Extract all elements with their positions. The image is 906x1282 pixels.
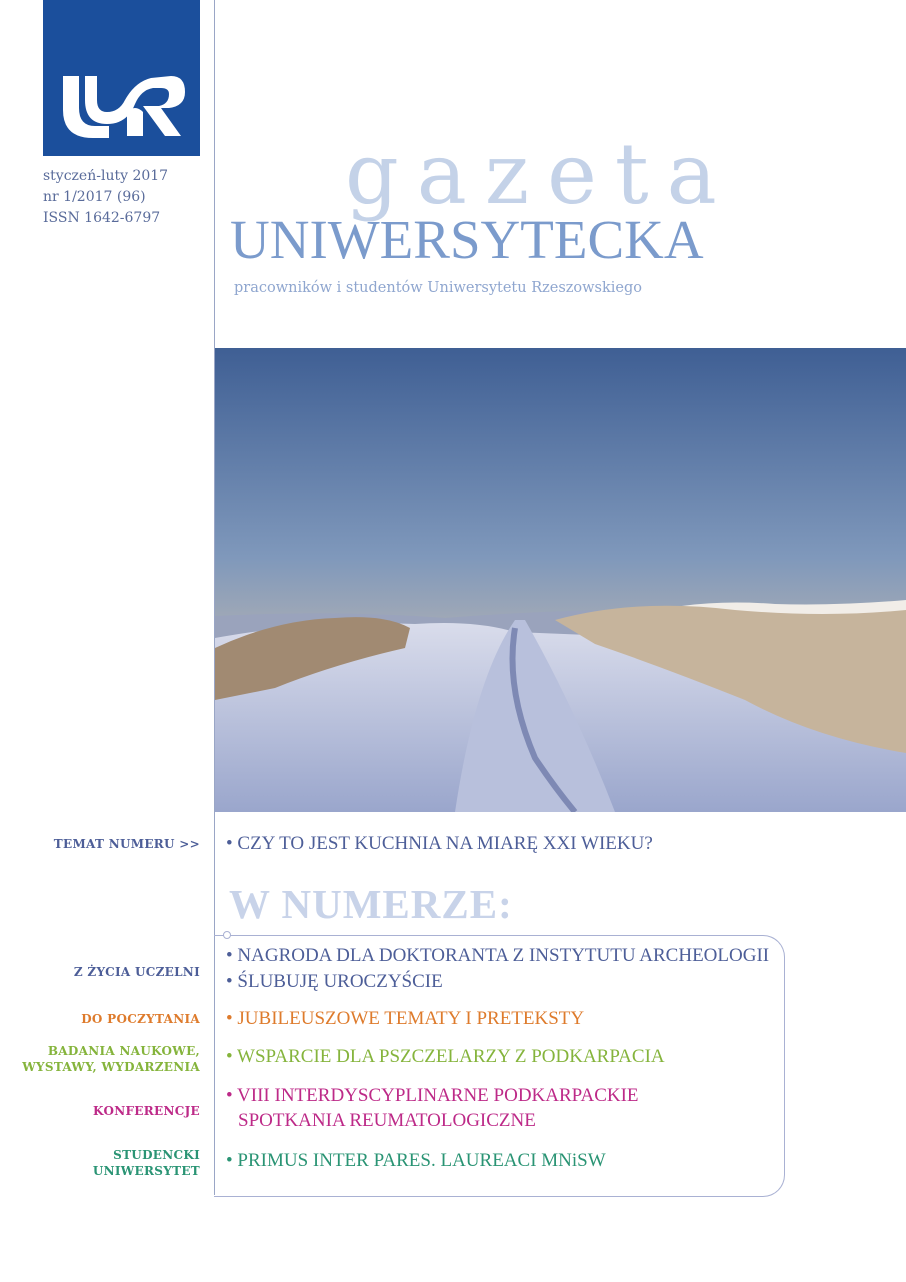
contents-item: • ŚLUBUJĘ UROCZYŚCIE bbox=[226, 971, 443, 992]
issue-number: nr 1/2017 (96) bbox=[43, 189, 146, 205]
masthead-subtitle: pracowników i studentów Uniwersytetu Rzeszowskiego bbox=[234, 280, 643, 296]
issue-date: styczeń-luty 2017 bbox=[43, 168, 169, 184]
contents-item: • JUBILEUSZOWE TEMATY I PRETEKSTY bbox=[226, 1008, 585, 1029]
university-logo bbox=[43, 0, 200, 156]
section-label-do-poczytania: DO POCZYTANIA bbox=[81, 1012, 200, 1026]
cover-photo-winter-landscape bbox=[215, 348, 906, 812]
masthead-title: UNIWERSYTECKA bbox=[230, 209, 704, 270]
in-issue-heading: W NUMERZE: bbox=[229, 881, 513, 927]
section-label-z-zycia-uczelni: Z ŻYCIA UCZELNI bbox=[73, 965, 200, 979]
section-label-studencki-uniwersytet: STUDENCKI UNIWERSYTET bbox=[92, 1148, 200, 1178]
issn: ISSN 1642-6797 bbox=[43, 210, 161, 226]
masthead-gazeta: gazeta bbox=[345, 125, 735, 223]
section-label-badania-naukowe: BADANIA NAUKOWE, WYSTAWY, WYDARZENIA bbox=[22, 1044, 200, 1074]
section-label-konferencje: KONFERENCJE bbox=[93, 1104, 200, 1118]
contents-item: • NAGRODA DLA DOKTORANTA Z INSTYTUTU ARCHEOLOGII bbox=[226, 945, 770, 966]
contents-item: SPOTKANIA REUMATOLOGICZNE bbox=[238, 1110, 536, 1131]
feature-headline: • CZY TO JEST KUCHNIA NA MIARĘ XXI WIEKU? bbox=[226, 833, 653, 854]
issue-info bbox=[43, 166, 168, 229]
section-label-feature: TEMAT NUMERU >> bbox=[53, 837, 200, 851]
contents-box-dot bbox=[223, 931, 231, 939]
contents-item: • WSPARCIE DLA PSZCZELARZY Z PODKARPACIA bbox=[226, 1046, 665, 1067]
contents-item: • VIII INTERDYSCYPLINARNE PODKARPACKIE bbox=[226, 1085, 639, 1106]
contents-item: • PRIMUS INTER PARES. LAUREACI MNiSW bbox=[226, 1150, 606, 1171]
